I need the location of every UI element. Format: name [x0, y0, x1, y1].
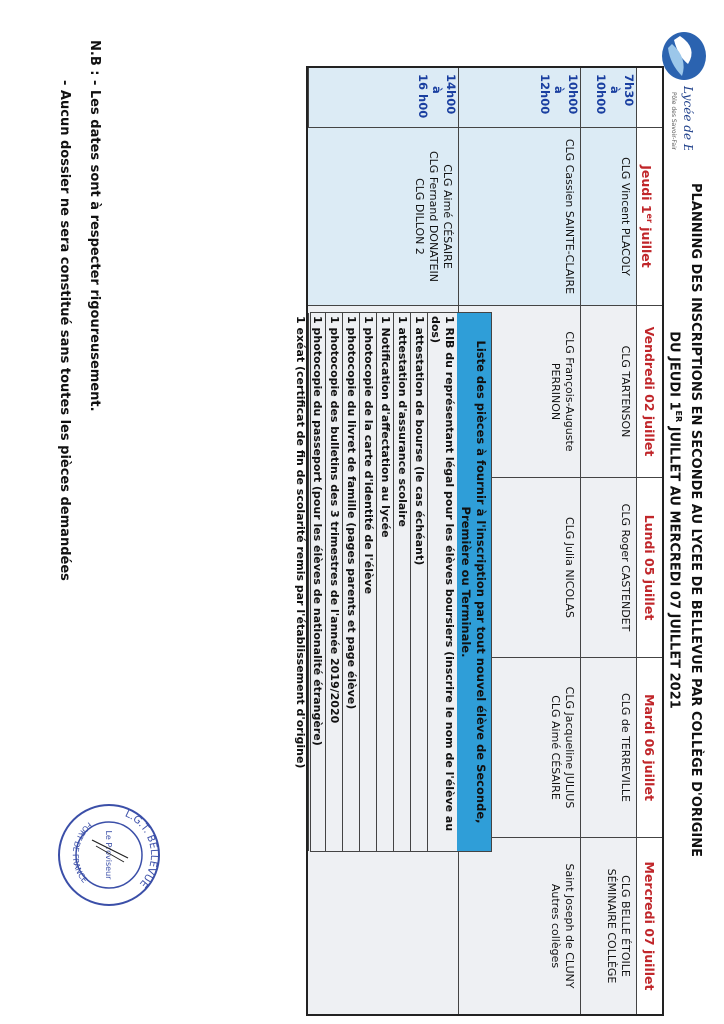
note-dossier: - Aucun dossier ne sera constitué sans toutes les pièces demandées — [57, 80, 72, 581]
time-slot-1: 7h30 à 10h00 — [580, 68, 636, 128]
document-item: 1 attestation d'assurance scolaire — [393, 313, 410, 851]
title-line-2-sup: ER — [674, 410, 683, 423]
note-dates: N.B : - Les dates sont à respecter rigoureusement. — [87, 40, 102, 412]
document-item: 1 exéat (certificat de fin de scolarité remis par l'établissement d'origine) — [294, 316, 307, 769]
svg-text:FORT DE FRANCE — [71, 820, 94, 884]
document-item: 1 photocopie du livret de famille (pages parents et page élève) — [342, 313, 359, 851]
time-slot-3: 14h00 à 16 h00 — [308, 68, 458, 128]
day-header-vendredi: Vendredi 02 juillet — [636, 306, 662, 478]
slot-vendredi-2: CLG François-Auguste PERRINON — [458, 306, 580, 478]
time-slot-2: 10h00 à 12h00 — [458, 68, 580, 128]
day-header-mercredi: Mercredi 07 juillet — [636, 838, 662, 1014]
document-item: 1 photocopie des bulletins des 3 trimestres de l'année 2019/2020 — [325, 313, 342, 851]
logo-text: Lycée de Bellevue — [681, 86, 695, 150]
day-header-mardi: Mardi 06 juillet — [636, 658, 662, 838]
document-item: 1 Notification d'affectation au lycée — [376, 313, 393, 851]
official-stamp — [54, 800, 164, 910]
title-line-2-start: DU JEUDI 1 — [666, 331, 682, 411]
document-item: 1 RIB du représentant légal pour les élèves boursiers (inscrire le nom de l'élève au dos) — [427, 313, 457, 851]
slot-lundi-2: CLG Julia NICOLAS — [458, 478, 580, 658]
slot-lundi-1: CLG Roger CASTENDET — [580, 478, 636, 658]
title-line-2 — [666, 140, 687, 900]
slot-jeudi-2: CLG Cassien SAINTE-CLAIRE — [458, 128, 580, 306]
slot-mardi-1: CLG de TERREVILLE — [580, 658, 636, 838]
stamp-center-text: Le Proviseur — [104, 830, 113, 880]
slot-mardi-2: CLG Jacqueline JULIUS CLG Aimé CÉSAIRE — [458, 658, 580, 838]
day-header-lundi: Lundi 05 juillet — [636, 478, 662, 658]
slot-vendredi-1: CLG TARTENSON — [580, 306, 636, 478]
stamp-city-text: FORT DE FRANCE — [70, 820, 94, 885]
slot-jeudi-1: CLG Vincent PLACOLY — [580, 128, 636, 306]
document-item: 1 photocopie du passeport (pour les élèves de nationalité étrangère) — [308, 313, 325, 851]
title-line-1: PLANNING DES INSCRIPTIONS EN SECONDE AU LYCEE DE BELLEVUE PAR COLLÈGE D'ORIGINE — [688, 182, 703, 858]
slot-mercredi-1: CLG BELLE ÉTOILE SÉMINAIRE COLLÈGE — [580, 838, 636, 1014]
slot-jeudi-3: CLG Aimé CÉSAIRE CLG Fernand DONATEIN CLG DILLON 2 — [308, 128, 458, 306]
document-item: 1 attestation de bourse (le cas échéant) — [410, 313, 427, 851]
slot-mercredi-2: Saint Joseph de CLUNY Autres collèges — [458, 838, 580, 1014]
stamp-outer-text: L.G.T. BELLEVUE — [123, 808, 160, 890]
logo-subtitle: Pôle des Savoir-Faire — [670, 92, 677, 150]
table-corner — [636, 68, 662, 128]
title-line-2-end: JUILLET AU MERCREDI 07 JUILLET 2021 — [666, 422, 682, 709]
documents-list — [294, 312, 492, 852]
documents-list-header: Liste des pièces à fournir à l'inscription par tout nouvel élève de Seconde, Première ou Terminale. — [457, 313, 491, 851]
document-item: 1 photocopie de la carte d'identité de l'élève — [359, 313, 376, 851]
page-title — [666, 140, 704, 900]
day-header-jeudi: Jeudi 1er juillet — [636, 128, 662, 306]
